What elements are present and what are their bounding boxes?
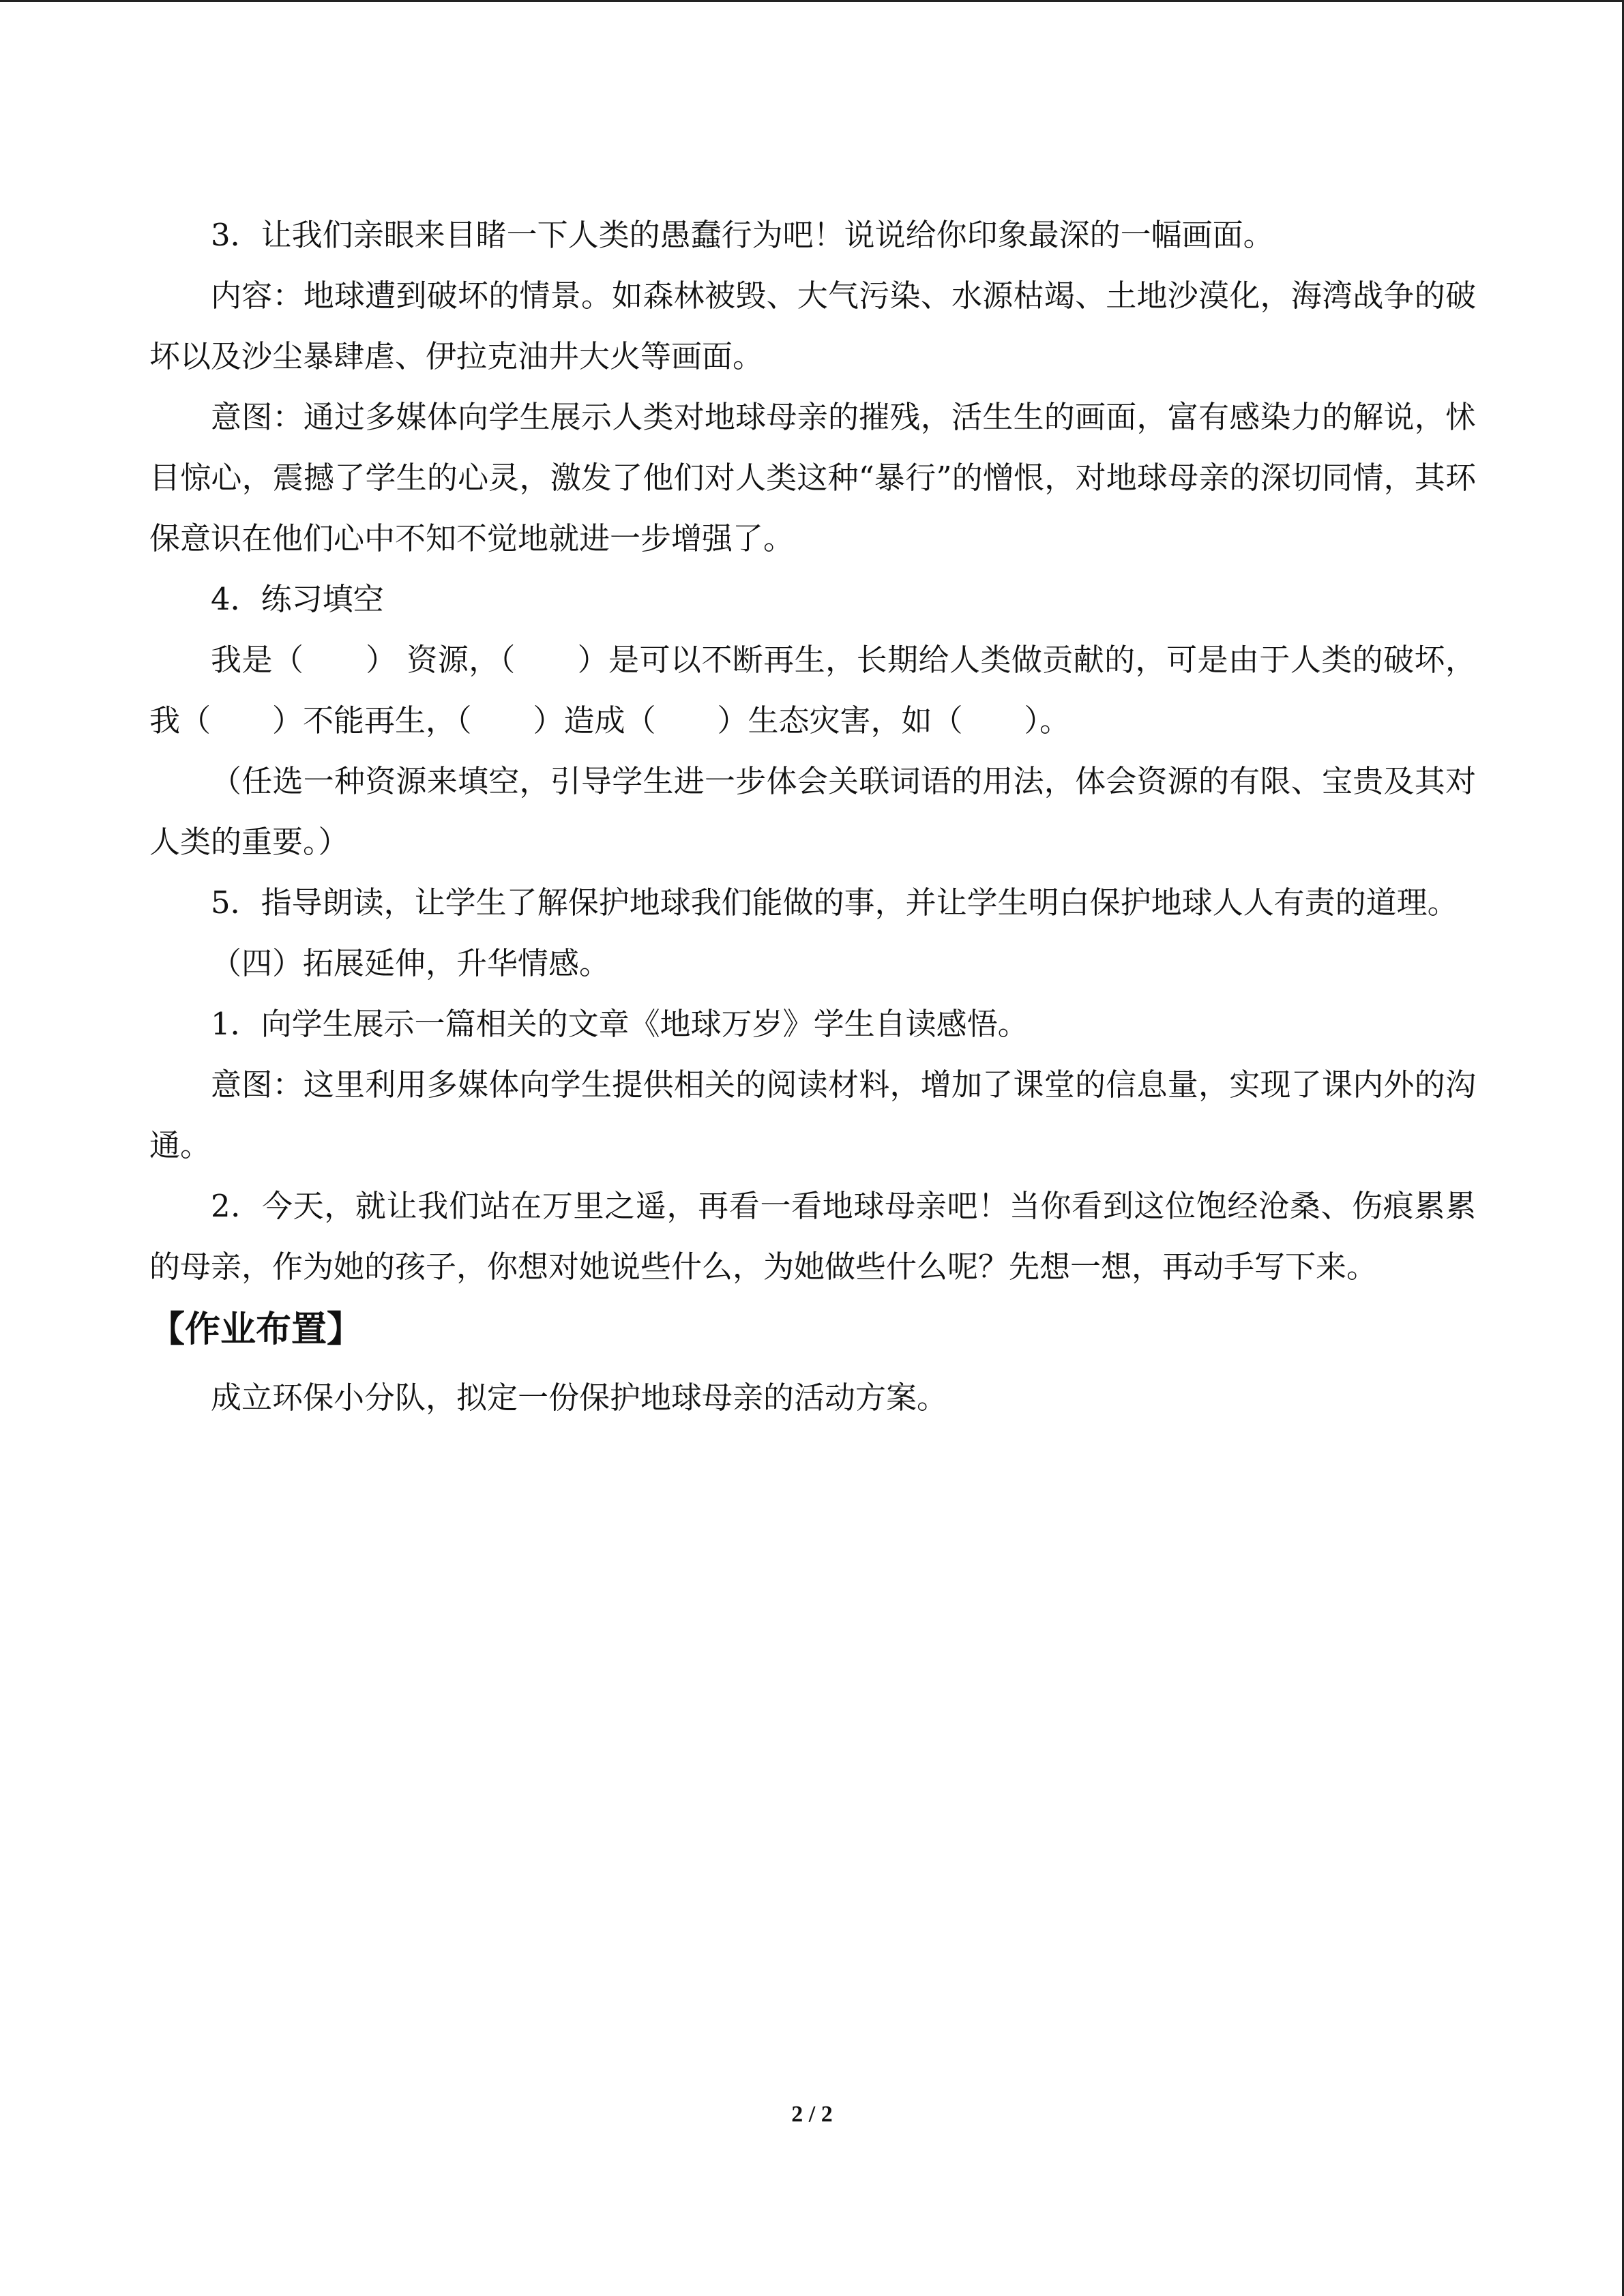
page-number: 2 / 2 — [791, 2102, 833, 2127]
item4-fill-in-blank: 我是（ ） 资源，（ ）是可以不断再生，长期给人类做贡献的，可是由于人类的破坏，我（ ）不能再生，（ ）造成（ ）生态灾害，如（ ）。 — [149, 642, 1476, 739]
item3-content: 内容：地球遭到破坏的情景。如森林被毁、大气污染、水源枯竭、土地沙漠化，海湾战争的破坏以及沙尘暴肆虐、伊拉克油井大火等画面。 — [149, 278, 1476, 374]
extension-item1-intent: 意图：这里利用多媒体向学生提供相关的阅读材料，增加了课堂的信息量，实现了课内外的沟通。 — [149, 1067, 1476, 1163]
document-body — [149, 0, 1476, 1428]
item4-note: （任选一种资源来填空，引导学生进一步体会关联词语的用法，体会资源的有限、宝贵及其对人类的重要。） — [149, 763, 1476, 860]
item4-title: 4．练习填空 — [211, 581, 384, 617]
section4-title: （四）拓展延伸，升华情感。 — [211, 945, 610, 981]
item5: 5．指导朗读，让学生了解保护地球我们能做的事，并让学生明白保护地球人人有责的道理。 — [211, 884, 1458, 921]
item3-intent: 意图：通过多媒体向学生展示人类对地球母亲的摧残，活生生的画面，富有感染力的解说，怵目惊心，震撼了学生的心灵，激发了他们对人类这种“暴行”的憎恨，对地球母亲的深切同情，其环保意识在他们心中不知不觉地就进一步增强了。 — [149, 399, 1476, 556]
extension-item1: 1．向学生展示一篇相关的文章《地球万岁》学生自读感悟。 — [211, 1006, 1029, 1042]
homework-text: 成立环保小分队，拟定一份保护地球母亲的活动方案。 — [211, 1380, 948, 1416]
extension-item2: 2．今天，就让我们站在万里之遥，再看一看地球母亲吧！当你看到这位饱经沧桑、伤痕累累的母亲，作为她的孩子，你想对她说些什么，为她做些什么呢？先想一想，再动手写下来。 — [149, 1188, 1476, 1285]
homework-heading: 【作业布置】 — [149, 1309, 363, 1350]
top-margin — [149, 0, 1476, 205]
item3-title: 3．让我们亲眼来目睹一下人类的愚蠢行为吧！说说给你印象最深的一幅画面。 — [211, 217, 1274, 253]
